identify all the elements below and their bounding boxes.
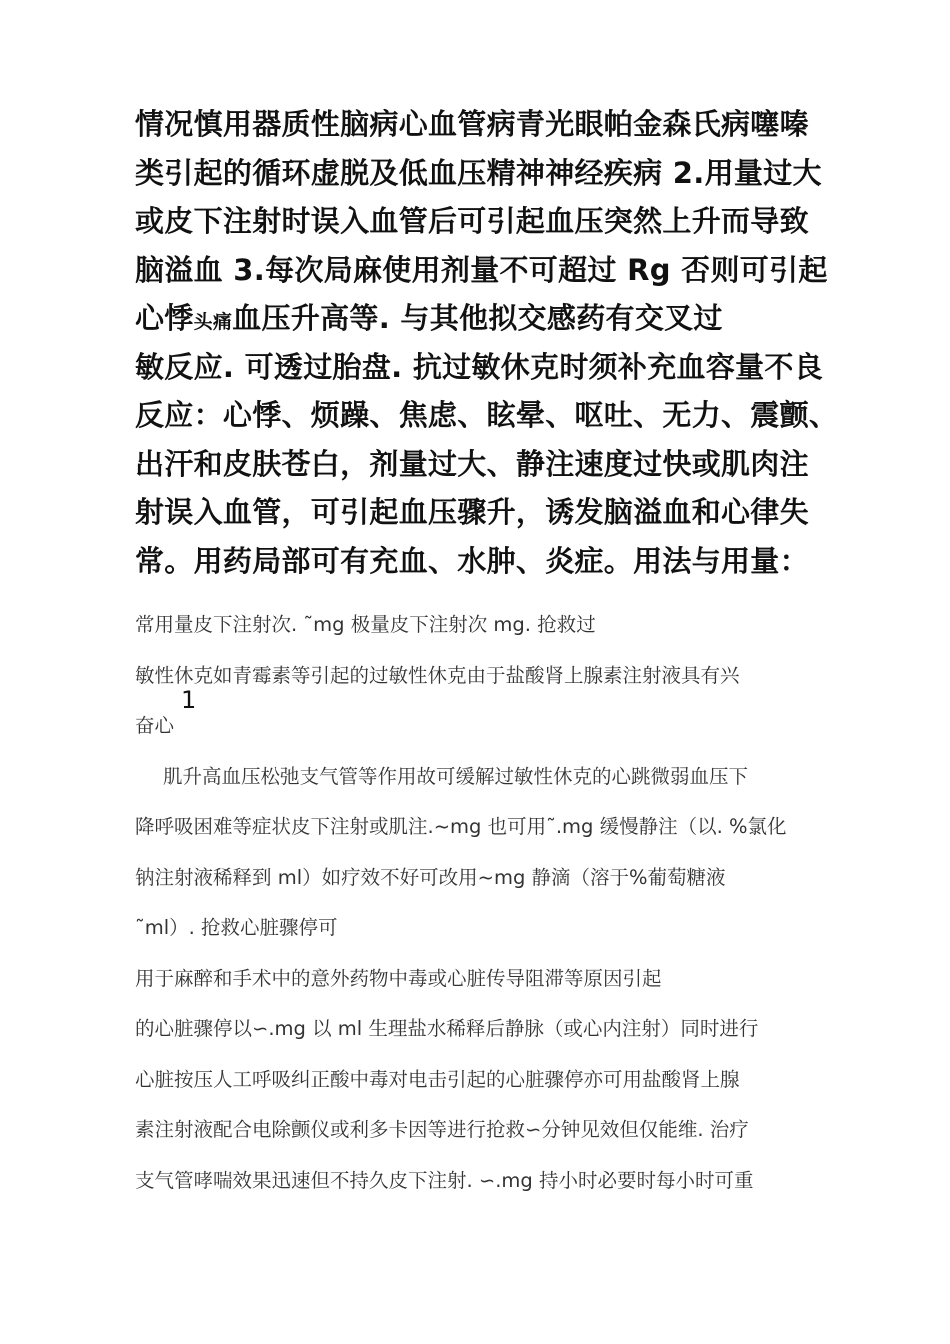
page-number: 1 bbox=[181, 686, 197, 714]
bold-line: 或皮下注射时误入血管后可引起血压突然上升而导致 bbox=[135, 204, 809, 238]
bold-line: 脑溢血 3.每次局麻使用剂量不可超过 Rg 否则可引起 bbox=[135, 252, 828, 287]
text-line: 心脏按压人工呼吸纠正酸中毒对电击引起的心脏骤停亦可用盐酸肾上腺 bbox=[135, 1067, 740, 1091]
bold-line: 心悸头痛血压升高等. 与其他拟交感药有交叉过 bbox=[135, 301, 723, 335]
text-line: 常用量皮下注射次. ˜mg 极量皮下注射次 mg. 抢救过 bbox=[135, 613, 596, 636]
text-line: 敏性休克如青霉素等引起的过敏性休克由于盐酸肾上腺素注射液具有兴 bbox=[135, 663, 740, 687]
text-line: 肌升高血压松弛支气管等作用故可缓解过敏性休克的心跳微弱血压下 bbox=[163, 764, 749, 788]
bold-line: 射误入血管，可引起血压骤升，诱发脑溢血和心律失 bbox=[135, 495, 809, 529]
text-line: 支气管哮喘效果迅速但不持久皮下注射. ∽.mg 持小时必要时每小时可重 bbox=[135, 1168, 754, 1192]
bold-line: 常。用药局部可有充血、水肿、炎症。用法与用量： bbox=[135, 543, 809, 578]
text-line: 素注射液配合电除颤仪或利多卡因等进行抢救∽分钟见效但仅能维. 治疗 bbox=[135, 1118, 749, 1141]
text-line: 降呼吸困难等症状皮下注射或肌注.~mg 也可用˜.mg 缓慢静注（以. %氯化 bbox=[135, 815, 787, 838]
text-line: 的心脏骤停以∽.mg 以 ml 生理盐水稀释后静脉（或心内注射）同时进行 bbox=[135, 1017, 759, 1040]
bold-line: 出汗和皮肤苍白，剂量过大、静注速度过快或肌肉注 bbox=[135, 446, 809, 481]
small-inline-text: 头痛 bbox=[193, 311, 233, 333]
text-line: 钠注射液稀释到 ml）如疗效不好可改用~mg 静滴（溶于%葡萄糖液 bbox=[135, 865, 726, 889]
normal-paragraph bbox=[135, 600, 895, 1206]
text-line: ˜ml）. 抢救心脏骤停可 bbox=[135, 916, 338, 939]
bold-line: 敏反应. 可透过胎盘. 抗过敏休克时须补充血容量不良 bbox=[135, 349, 824, 384]
bold-line: 情况慎用器质性脑病心血管病青光眼帕金森氏病噻嗪 bbox=[135, 107, 809, 141]
bold-paragraph bbox=[135, 100, 895, 585]
text-line: 奋心 bbox=[135, 714, 175, 737]
bold-line: 类引起的循环虚脱及低血压精神神经疾病 2.用量过大 bbox=[135, 155, 822, 190]
bold-line: 反应：心悸、烦躁、焦虑、眩晕、呕吐、无力、震颤、 bbox=[135, 398, 839, 432]
text-line: 用于麻醉和手术中的意外药物中毒或心脏传导阻滞等原因引起 bbox=[135, 966, 662, 990]
